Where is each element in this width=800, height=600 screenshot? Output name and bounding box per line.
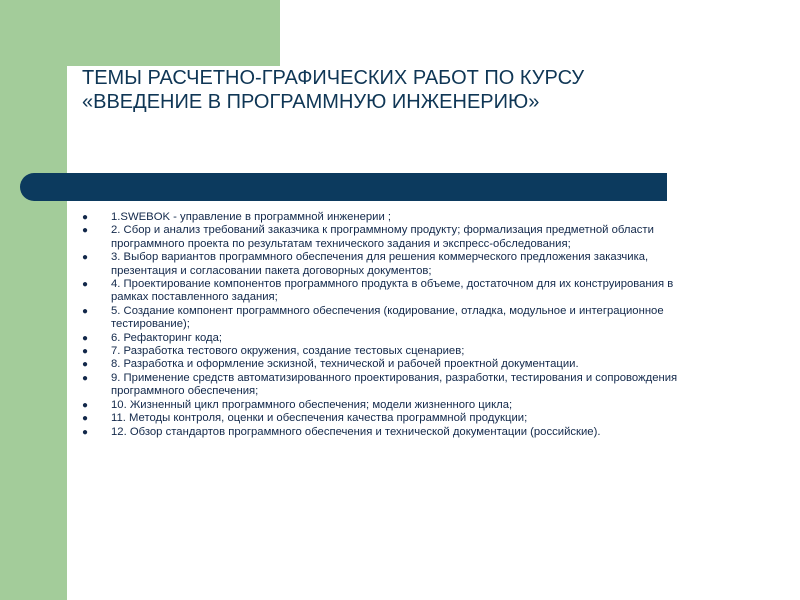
slide-title-line-2: «ВВЕДЕНИЕ В ПРОГРАММНУЮ ИНЖЕНЕРИЮ» — [82, 91, 540, 113]
bullet-icon: ● — [82, 252, 89, 264]
topic-text: 12. Обзор стандартов программного обеспечения и технической документации (российские). — [111, 425, 601, 438]
topic-text: 2. Сбор и анализ требований заказчика к программному продукту; формализация предметной области программного проекта по результатам технического задания и экспресс-обследования; — [111, 224, 654, 250]
topic-text: 9. Применение средств автоматизированного проектирования, разработки, тестирования и сопровождения программного обеспечения; — [111, 371, 678, 398]
bullet-icon: ● — [82, 332, 89, 344]
topic-item — [82, 278, 702, 305]
topic-item — [82, 358, 702, 371]
bullet-icon: ● — [82, 399, 89, 411]
topic-text: 3. Выбор вариантов программного обеспечения для решения коммерческого предложения заказчика, презентация и согласовании пакета договорных документов; — [111, 251, 649, 277]
bullet-icon: ● — [82, 279, 89, 291]
topic-item — [82, 372, 702, 399]
bullet-icon: ● — [82, 225, 89, 237]
bullet-icon: ● — [82, 413, 89, 425]
title-divider-bar — [20, 173, 667, 201]
bullet-icon: ● — [82, 372, 89, 384]
bullet-icon: ● — [82, 346, 89, 358]
slide-title — [82, 66, 722, 114]
green-top-band — [0, 0, 280, 66]
topic-text: 11. Методы контроля, оценки и обеспечения качества программной продукции; — [111, 412, 528, 425]
topic-text: 4. Проектирование компонентов программного продукта в объеме, достаточном для их конструирования в рамках поставленного задания; — [111, 278, 674, 304]
topic-item — [82, 332, 702, 345]
topic-text: 5. Создание компонент программного обеспечения (кодирование, отладка, модульное и интеграционное тестирование); — [111, 304, 664, 331]
topic-item — [82, 251, 702, 278]
topic-item — [82, 345, 702, 358]
green-side-band — [0, 0, 67, 600]
topic-text: 1.SWEBOK - управление в программной инженерии ; — [111, 211, 392, 223]
topic-item — [82, 211, 702, 224]
topic-item — [82, 399, 702, 412]
topic-text: 8. Разработка и оформление эскизной, технической и рабочей проектной документации. — [111, 358, 579, 371]
topic-item — [82, 412, 702, 425]
topic-text: 10. Жизненный цикл программного обеспечения; модели жизненного цикла; — [111, 398, 513, 411]
slide-title-line-1: ТЕМЫ РАСЧЕТНО-ГРАФИЧЕСКИХ РАБОТ ПО КУРСУ — [82, 67, 585, 89]
bullet-icon: ● — [82, 359, 89, 371]
topic-list — [82, 211, 702, 439]
topic-item — [82, 426, 702, 439]
topic-item — [82, 305, 702, 332]
bullet-icon: ● — [82, 426, 89, 438]
topic-text: 6. Рефакторинг кода; — [111, 331, 223, 344]
topic-item — [82, 224, 702, 251]
bullet-icon: ● — [82, 212, 89, 223]
topic-text: 7. Разработка тестового окружения, создание тестовых сценариев; — [111, 345, 465, 358]
bullet-icon: ● — [82, 305, 89, 317]
